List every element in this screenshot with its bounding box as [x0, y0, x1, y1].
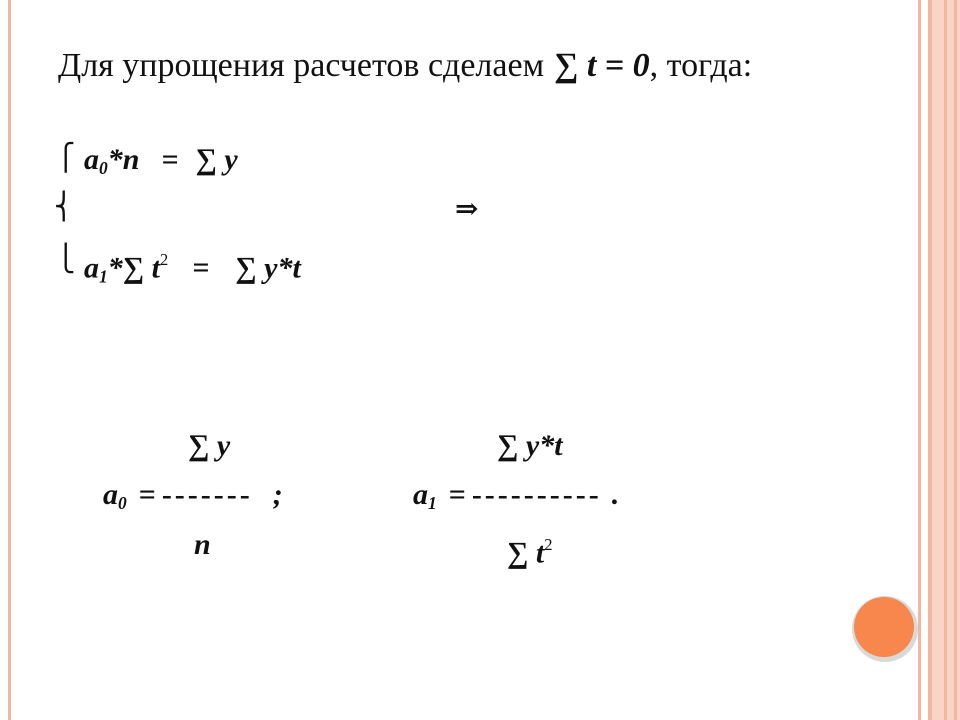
intro-text: Для упрощения расчетов сделаем [58, 47, 545, 84]
eq1-equals: = [161, 143, 179, 176]
eq1-lhs-rest: *n [107, 143, 140, 176]
eq2-coef: a [84, 251, 99, 285]
right-band-stripe [944, 0, 947, 720]
solution-a1-denominator-base: ∑ t [507, 536, 545, 570]
solution-a0-equals: = [138, 478, 156, 511]
eq2-rhs: ∑ y*t [235, 251, 301, 285]
solution-a0-fraction-bar: ------- [161, 478, 253, 511]
eq1-coef-index: 0 [99, 158, 108, 179]
solution-a0-terminator: ; [272, 478, 283, 511]
eq2-lhs-power: 2 [159, 250, 169, 269]
system-brace-top: ⎧ [56, 143, 76, 173]
solution-a1-line [413, 477, 619, 521]
solution-a1-numerator: ∑ y*t [497, 429, 563, 462]
implies-arrow: ⇒ [455, 192, 479, 225]
system-equation-1 [84, 142, 238, 186]
system-brace-bottom: ⎩ [56, 244, 76, 274]
solution-a0-line [103, 477, 283, 521]
intro-suffix: , тогда: [649, 47, 753, 84]
eq2-coef-index: 1 [99, 266, 108, 287]
solution-a1-fraction-bar: ---------- [471, 478, 602, 511]
solution-a1-coef-index: 1 [428, 493, 437, 514]
system-brace-middle: ⎨ [54, 192, 74, 222]
eq2-equals: = [192, 251, 210, 285]
right-band-stripe [954, 0, 957, 720]
right-band-stripe [928, 0, 932, 720]
solution-a1-equals: = [448, 478, 466, 511]
solution-a0-coef-index: 0 [118, 493, 127, 514]
right-border-line [918, 0, 921, 720]
solution-a0-coef: a [103, 478, 118, 511]
solution-a0-denominator: n [194, 528, 211, 561]
intro-condition: ∑ t = 0 [554, 47, 650, 84]
eq2-lhs-rest: *∑ t [107, 251, 160, 285]
solution-a1-denominator-power: 2 [544, 535, 553, 554]
system-equation-2 [84, 242, 301, 295]
solution-a1-coef: a [413, 478, 428, 511]
decorative-circle [854, 597, 914, 657]
left-border-line [8, 0, 11, 720]
intro-sentence [58, 44, 752, 88]
solution-a1-denominator [507, 527, 552, 571]
eq1-rhs: ∑ y [195, 143, 238, 176]
solution-a0-numerator: ∑ y [188, 429, 231, 462]
solution-a1-terminator: . [611, 478, 620, 511]
right-border-band [928, 0, 960, 720]
eq1-coef: a [84, 143, 99, 176]
